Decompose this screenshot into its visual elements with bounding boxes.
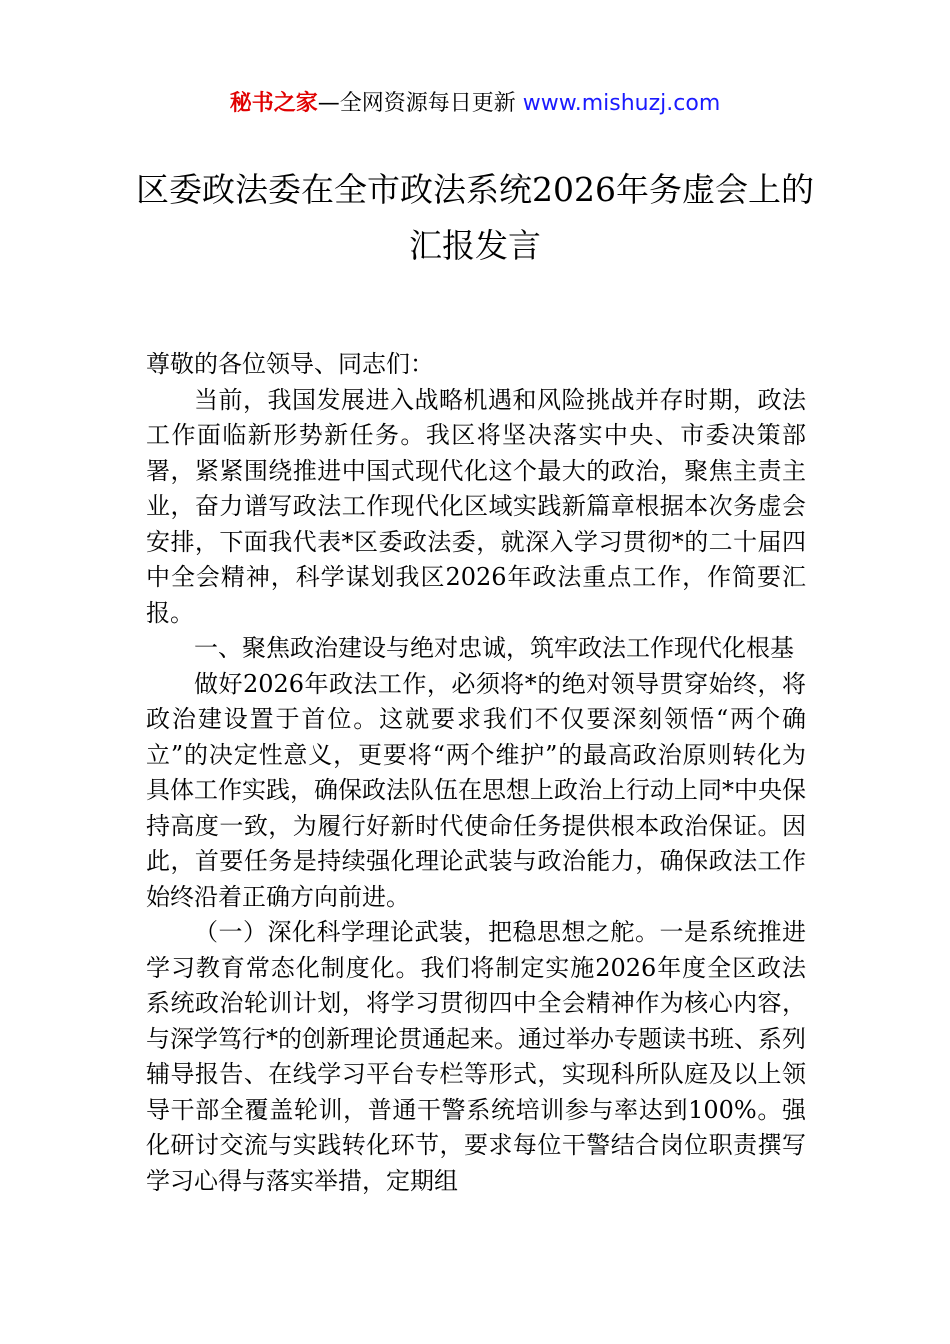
body-paragraph: （一）深化科学理论武装，把稳思想之舵。一是系统推进学习教育常态化制度化。我们将制定实施2026年度全区政法系统政治轮训计划，将学习贯彻四中全会精神作为核心内容，与深学笃行*的创新理论贯通起来。通过举办专题读书班、系列辅导报告、在线学习平台专栏等形式，实现科所队庭及以上领导干部全覆盖轮训，普通干警系统培训参与率达到100%。强化研讨交流与实践转化环节，要求每位干警结合岗位职责撰写学习心得与落实举措，定期组 <box>146 918 806 1195</box>
intro-paragraph: 当前，我国发展进入战略机遇和风险挑战并存时期，政法工作面临新形势新任务。我区将坚决落实中央、市委决策部署，紧紧围绕推进中国式现代化这个最大的政治，聚焦主责主业，奋力谱写政法工作现代化区域实践新篇章根据本次务虚会安排，下面我代表*区委政法委，就深入学习贯彻*的二十届四中全会精神，科学谋划我区2026年政法重点工作，作简要汇报。 <box>146 385 806 627</box>
banner-tagline: —全网资源每日更新 <box>317 91 523 116</box>
site-url-link[interactable]: www.mishuzj.com <box>522 91 721 116</box>
document-body <box>146 347 806 1199</box>
brand-name: 秘书之家 <box>229 91 318 116</box>
section-heading: 一、聚焦政治建设与绝对忠诚，筑牢政法工作现代化根基 <box>194 634 794 662</box>
document-title: 区委政法委在全市政法系统2026年务虚会上的汇报发言 <box>136 170 814 265</box>
body-paragraph: 做好2026年政法工作，必须将*的绝对领导贯穿始终，将政治建设置于首位。这就要求我们不仅要深刻领悟“两个确立”的决定性意义，更要将“两个维护”的最高政治原则转化为具体工作实践，确保政法队伍在思想上政治上行动上同*中央保持高度一致，为履行好新时代使命任务提供根本政治保证。因此，首要任务是持续强化理论武装与政治能力，确保政法工作始终沿着正确方向前进。 <box>146 669 806 911</box>
site-banner <box>0 88 950 120</box>
salutation: 尊敬的各位领导、同志们： <box>146 350 434 378</box>
